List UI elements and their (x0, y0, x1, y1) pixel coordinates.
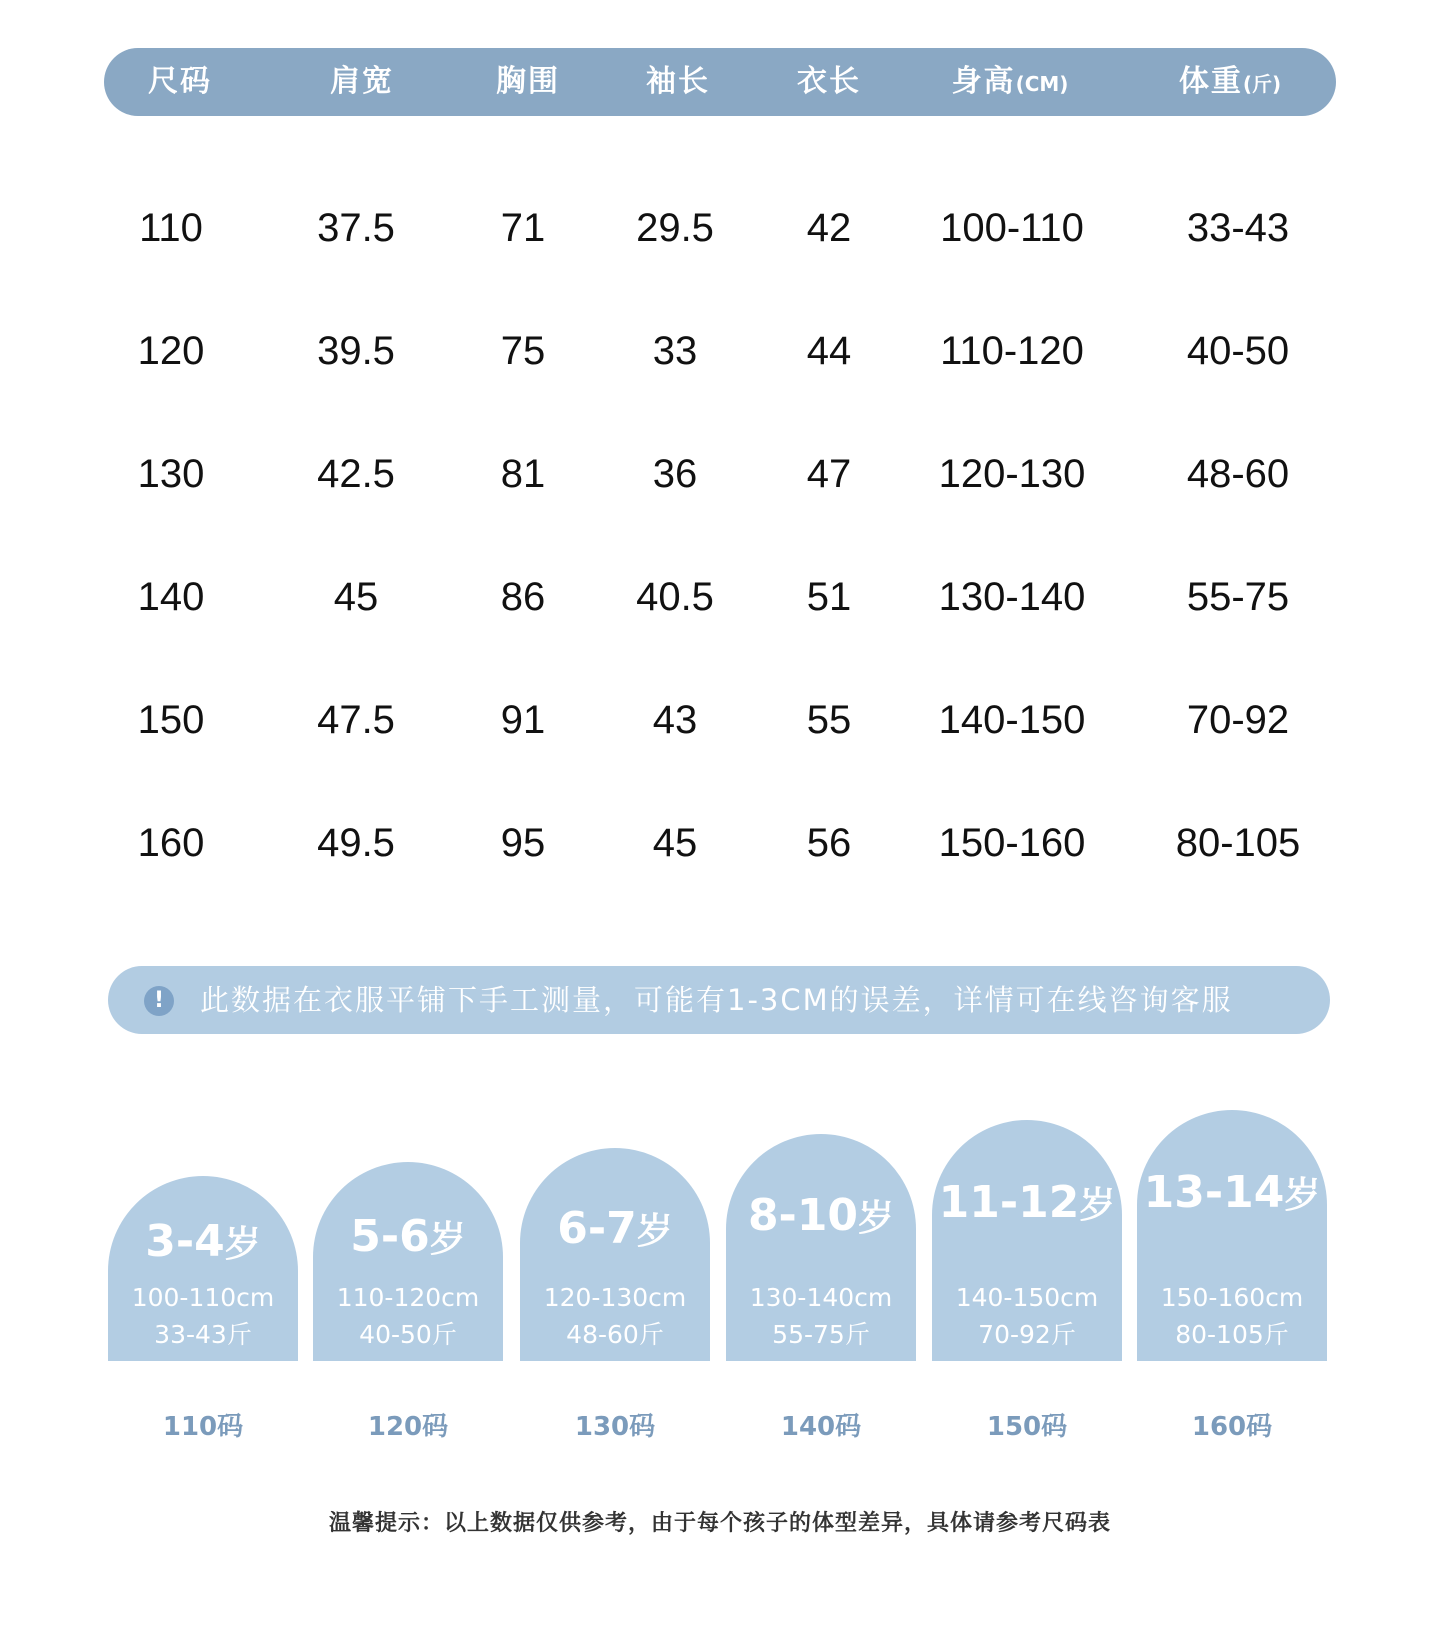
cell-size: 120 (137, 329, 205, 373)
header-height-unit: (CM) (1015, 72, 1069, 96)
cell-length: 47 (806, 452, 852, 496)
cell-length: 44 (806, 329, 852, 373)
cell-chest: 75 (500, 329, 546, 373)
card-height-range: 110-120cm (336, 1283, 480, 1312)
cell-sleeve: 40.5 (636, 575, 714, 619)
cell-height: 150-160 (938, 821, 1086, 865)
card-height-range: 130-140cm (749, 1283, 893, 1312)
cell-weight: 40-50 (1186, 329, 1290, 373)
header-weight (1179, 48, 1281, 116)
cell-shoulder: 49.5 (317, 821, 395, 865)
card-weight-range: 80-105斤 (1175, 1320, 1289, 1349)
card-weight-range: 40-50斤 (359, 1320, 457, 1349)
age-suffix: 岁 (636, 1211, 673, 1252)
age-card-6-7 (520, 1148, 710, 1361)
age-card-11-12 (932, 1120, 1122, 1361)
table-row (0, 321, 1440, 381)
cell-shoulder: 45 (333, 575, 379, 619)
cell-weight: 80-105 (1175, 821, 1301, 865)
card-height-range: 120-130cm (543, 1283, 687, 1312)
age-suffix: 岁 (1284, 1175, 1321, 1216)
age-value: 5-6 (350, 1211, 430, 1262)
cell-chest: 81 (500, 452, 546, 496)
size-label-120: 120码 (367, 1412, 449, 1442)
cell-size: 160 (137, 821, 205, 865)
cell-height: 140-150 (938, 698, 1086, 742)
footer-tip: 温馨提示：以上数据仅供参考，由于每个孩子的体型差异，具体请参考尺码表 (328, 1511, 1111, 1536)
cell-shoulder: 39.5 (317, 329, 395, 373)
age-suffix: 岁 (429, 1219, 466, 1260)
header-chest: 胸围 (496, 64, 560, 99)
card-weight-range: 48-60斤 (566, 1320, 664, 1349)
size-label-110: 110码 (162, 1412, 244, 1442)
cell-weight: 55-75 (1186, 575, 1290, 619)
age-card-13-14 (1137, 1110, 1327, 1361)
cell-size: 130 (137, 452, 205, 496)
table-header (104, 48, 1336, 116)
header-weight-unit: (斤) (1242, 72, 1282, 96)
age-card-3-4 (108, 1176, 298, 1361)
header-sleeve: 袖长 (646, 64, 710, 99)
age-value: 13-14 (1143, 1167, 1285, 1218)
header-height-label: 身高 (951, 64, 1016, 99)
table-row (0, 444, 1440, 504)
measurement-notice (108, 966, 1330, 1034)
age-suffix: 岁 (858, 1198, 895, 1239)
cell-weight: 70-92 (1186, 698, 1290, 742)
header-size: 尺码 (148, 64, 212, 99)
header-height (952, 48, 1069, 116)
cell-size: 140 (137, 575, 205, 619)
age-value: 6-7 (557, 1203, 637, 1254)
size-label-150: 150码 (986, 1412, 1068, 1442)
cell-length: 42 (806, 206, 852, 250)
table-row (0, 198, 1440, 258)
exclamation-icon: ! (144, 986, 174, 1016)
header-weight-label: 体重 (1178, 64, 1243, 99)
table-row (0, 690, 1440, 750)
cell-shoulder: 42.5 (317, 452, 395, 496)
cell-size: 150 (137, 698, 205, 742)
table-row (0, 567, 1440, 627)
card-height-range: 100-110cm (131, 1283, 275, 1312)
cell-size: 110 (139, 206, 203, 250)
cell-length: 56 (806, 821, 852, 865)
age-value: 8-10 (747, 1190, 859, 1241)
cell-length: 51 (806, 575, 852, 619)
cell-sleeve: 43 (652, 698, 698, 742)
age-card-5-6 (313, 1162, 503, 1361)
cell-sleeve: 36 (652, 452, 698, 496)
size-label-160: 160码 (1191, 1412, 1273, 1442)
cell-weight: 33-43 (1186, 206, 1290, 250)
card-height-range: 140-150cm (955, 1283, 1099, 1312)
cell-height: 100-110 (940, 206, 1084, 250)
cell-chest: 71 (500, 206, 546, 250)
cell-sleeve: 33 (652, 329, 698, 373)
size-label-140: 140码 (780, 1412, 862, 1442)
age-range (108, 1216, 298, 1267)
cell-height: 130-140 (938, 575, 1086, 619)
table-row (0, 813, 1440, 873)
cell-chest: 91 (500, 698, 546, 742)
cell-chest: 86 (500, 575, 546, 619)
cell-shoulder: 37.5 (317, 206, 395, 250)
header-length: 衣长 (797, 64, 861, 99)
cell-weight: 48-60 (1186, 452, 1290, 496)
cell-height: 120-130 (938, 452, 1086, 496)
age-range (932, 1177, 1122, 1228)
size-label-130: 130码 (574, 1412, 656, 1442)
card-weight-range: 55-75斤 (772, 1320, 870, 1349)
cell-chest: 95 (500, 821, 546, 865)
age-range (726, 1190, 916, 1241)
card-weight-range: 33-43斤 (154, 1320, 252, 1349)
header-shoulder: 肩宽 (330, 64, 394, 99)
age-value: 3-4 (145, 1216, 225, 1267)
age-suffix: 岁 (1079, 1185, 1116, 1226)
age-suffix: 岁 (224, 1224, 261, 1265)
cell-height: 110-120 (940, 329, 1084, 373)
card-height-range: 150-160cm (1160, 1283, 1304, 1312)
cell-length: 55 (806, 698, 852, 742)
cell-sleeve: 29.5 (636, 206, 714, 250)
age-card-8-10 (726, 1134, 916, 1361)
age-range (313, 1211, 503, 1262)
age-value: 11-12 (938, 1177, 1080, 1228)
cell-sleeve: 45 (652, 821, 698, 865)
cell-shoulder: 47.5 (317, 698, 395, 742)
age-range (1137, 1167, 1327, 1218)
age-range (520, 1203, 710, 1254)
card-weight-range: 70-92斤 (978, 1320, 1076, 1349)
notice-text: 此数据在衣服平铺下手工测量，可能有1-3CM的误差，详情可在线咨询客服 (200, 983, 1233, 1017)
